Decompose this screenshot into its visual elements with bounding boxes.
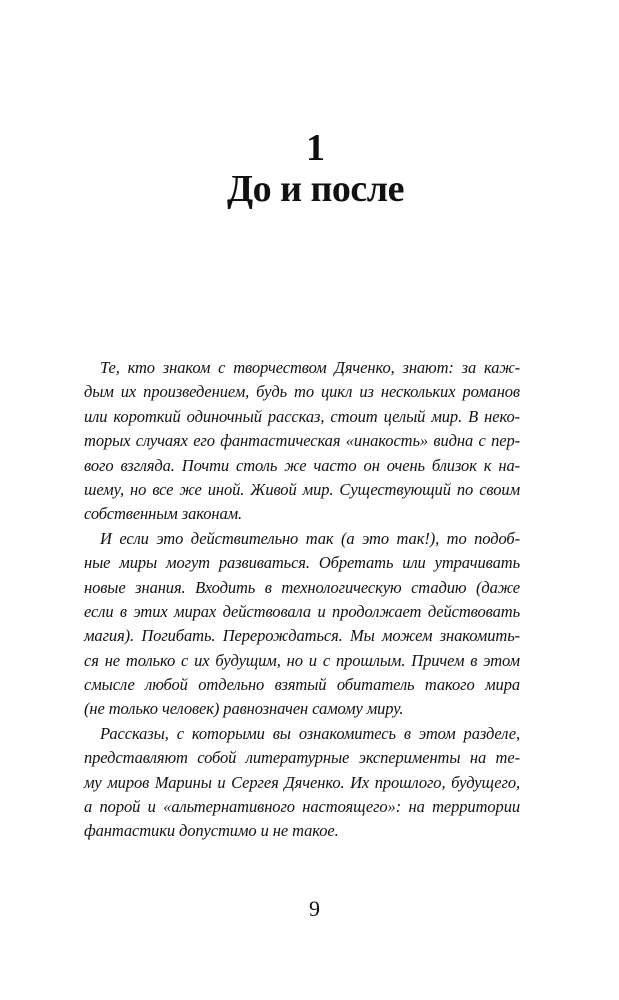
text-line: а порой и «альтернативного настоящего»: на территории bbox=[84, 797, 520, 817]
text-line: дым их произведением, будь то цикл из нескольких романов bbox=[84, 382, 520, 402]
text-line: фантастики допустимо и не такое. bbox=[84, 821, 339, 841]
text-line: шему, но все же иной. Живой мир. Существующий по своим bbox=[84, 479, 520, 499]
text-line: Те, кто знаком с творчеством Дяченко, знают: за каж- bbox=[100, 358, 520, 377]
paragraph-3 bbox=[84, 722, 520, 844]
text-line: Рассказы, с которыми вы ознакомитесь в этом разделе, bbox=[100, 723, 520, 743]
text-line: собственным законам. bbox=[84, 504, 243, 524]
chapter-intro-text bbox=[84, 356, 520, 844]
text-line: или короткий одиночный рассказ, стоит целый мир. В неко- bbox=[84, 406, 520, 426]
text-line: му миров Марины и Сергея Дяченко. Их прошлого, будущего, bbox=[84, 772, 520, 792]
text-line: И если это действительно так (а это так!), то подоб- bbox=[100, 528, 520, 548]
text-line: представляют собой литературные эксперименты на те- bbox=[84, 748, 520, 768]
paragraph-2 bbox=[84, 527, 520, 722]
chapter-number: 1 bbox=[306, 127, 325, 169]
paragraph-1 bbox=[84, 356, 520, 527]
text-line: вого взгляда. Почти столь же часто он очень близок к на- bbox=[84, 455, 520, 475]
text-line: новые знания. Входить в технологическую стадию (даже bbox=[84, 577, 520, 597]
text-line: торых случаях его фантастическая «инакость» видна с пер- bbox=[84, 431, 520, 451]
text-line: если в этих мирах действовала и продолжает действовать bbox=[84, 601, 520, 621]
text-line: смысле любой отдельно взятый обитатель такого мира bbox=[84, 675, 520, 695]
text-line: ся не только с их будущим, но и с прошлым. Причем в этом bbox=[84, 650, 520, 670]
chapter-title: До и после bbox=[227, 168, 404, 210]
text-line: ные миры могут развиваться. Обретать или утрачивать bbox=[84, 553, 520, 573]
text-line: магия). Погибать. Перерождаться. Мы можем знакомить- bbox=[84, 626, 520, 646]
page-number: 9 bbox=[309, 896, 320, 921]
text-line: (не только человек) равнозначен самому миру. bbox=[84, 699, 404, 719]
